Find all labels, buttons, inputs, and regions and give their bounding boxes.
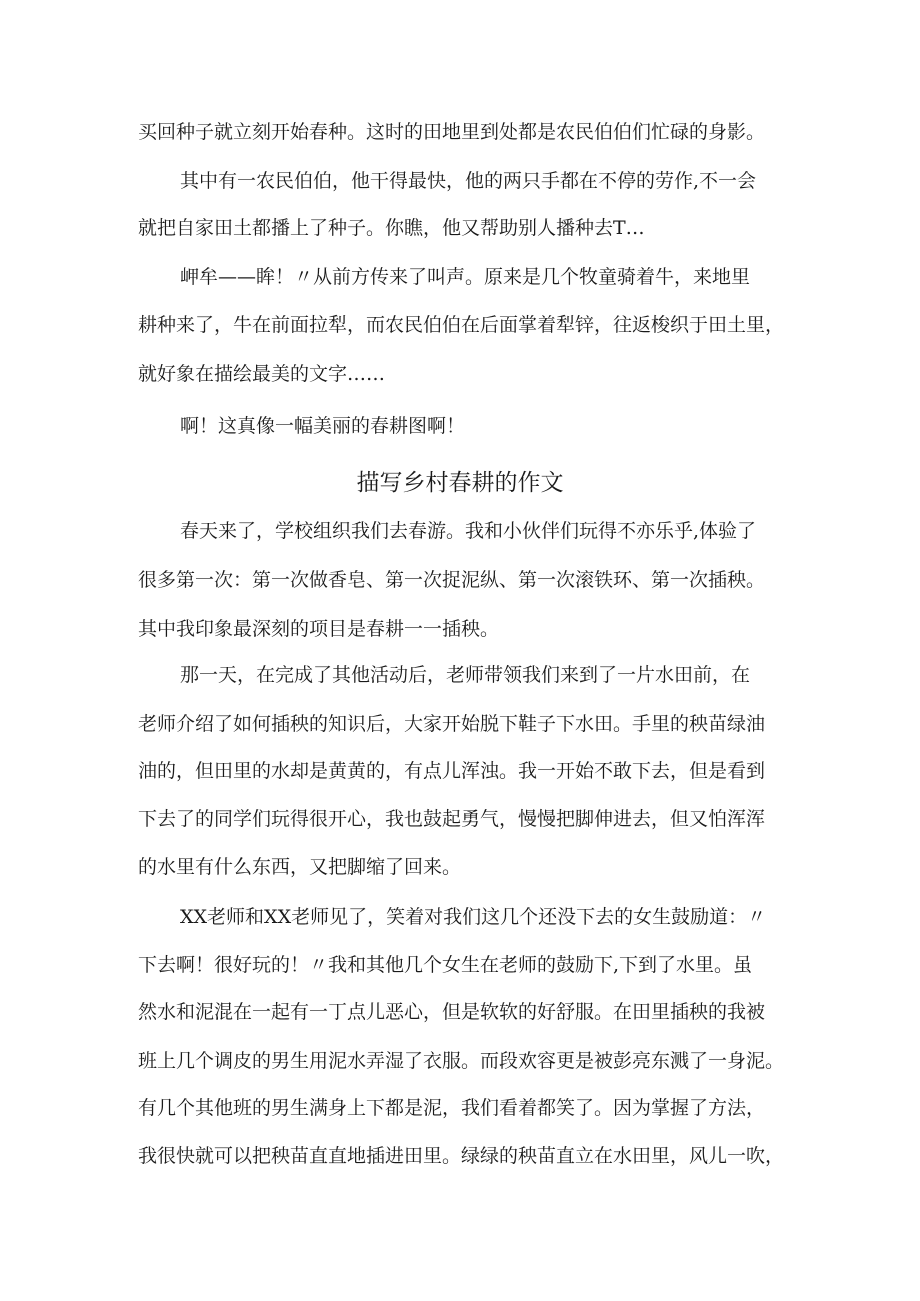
text-line: 下去了的同学们玩得很开心，我也鼓起勇气，慢慢把脚伸进去，但又怕浑浑 — [138, 808, 766, 830]
paragraph-start-line: 春天来了，学校组织我们去春游。我和小伙伴们玩得不亦乐乎,体验了 — [180, 520, 757, 542]
text-line: 就把自家田土都播上了种子。你瞧，他又帮助别人播种去T… — [138, 217, 645, 239]
text-line: 的水里有什么东西，又把脚缩了回来。 — [138, 856, 462, 878]
paragraph-start-line: 那一天，在完成了其他活动后，老师带领我们来到了一片水田前，在 — [180, 664, 751, 686]
paragraph-start-line: XX老师和XX老师见了，笑着对我们这几个还没下去的女生鼓励道：〃 — [180, 906, 767, 928]
text-line: 买回种子就立刻开始春种。这时的田地里到处都是农民伯伯们忙碌的身影。 — [138, 121, 766, 143]
text-line: 老师介绍了如何插秧的知识后，大家开始脱下鞋子下水田。手里的秧苗绿油 — [138, 713, 766, 735]
text-line: 耕种来了，牛在前面拉犁，而农民伯伯在后面掌着犁锌，往返梭织于田土里， — [138, 314, 785, 336]
text-line: 其中我印象最深刻的项目是春耕一一插秧。 — [138, 618, 500, 640]
text-line: 很多第一次：第一次做香皂、第一次捉泥纵、第一次滚铁环、第一次插秧。 — [138, 569, 766, 591]
text-line: 有几个其他班的男生满身上下都是泥，我们看着都笑了。因为掌握了方法， — [138, 1097, 766, 1119]
text-line: 下去啊！很好玩的！〃我和其他几个女生在老师的鼓励下,下到了水里。虽 — [138, 954, 753, 976]
paragraph-start-line: 其中有一农民伯伯，他干得最快，他的两只手都在不停的劳作,不一会 — [180, 170, 757, 192]
paragraph-start-line: 啊！这真像一幅美丽的春耕图啊！ — [180, 415, 466, 437]
text-line: 班上几个调皮的男生用泥水弄湿了衣服。而段欢容更是被彭亮东溅了一身泥。 — [138, 1050, 785, 1072]
text-line: 我很快就可以把秧苗直直地插进田里。绿绿的秧苗直立在水田里，风儿一吹， — [138, 1145, 785, 1167]
text-line: 然水和泥混在一起有一丁点儿恶心，但是软软的好舒服。在田里插秧的我被 — [138, 1001, 766, 1023]
text-line: 就好象在描绘最美的文字…… — [138, 363, 386, 385]
paragraph-start-line: 岬牟——眸！〃从前方传来了叫声。原来是几个牧童骑着牛，来地里 — [180, 266, 751, 288]
text-line: 油的，但田里的水却是黄黄的，有点儿浑浊。我一开始不敢下去，但是看到 — [138, 760, 766, 782]
essay-title: 描写乡村春耕的作文 — [356, 470, 564, 496]
